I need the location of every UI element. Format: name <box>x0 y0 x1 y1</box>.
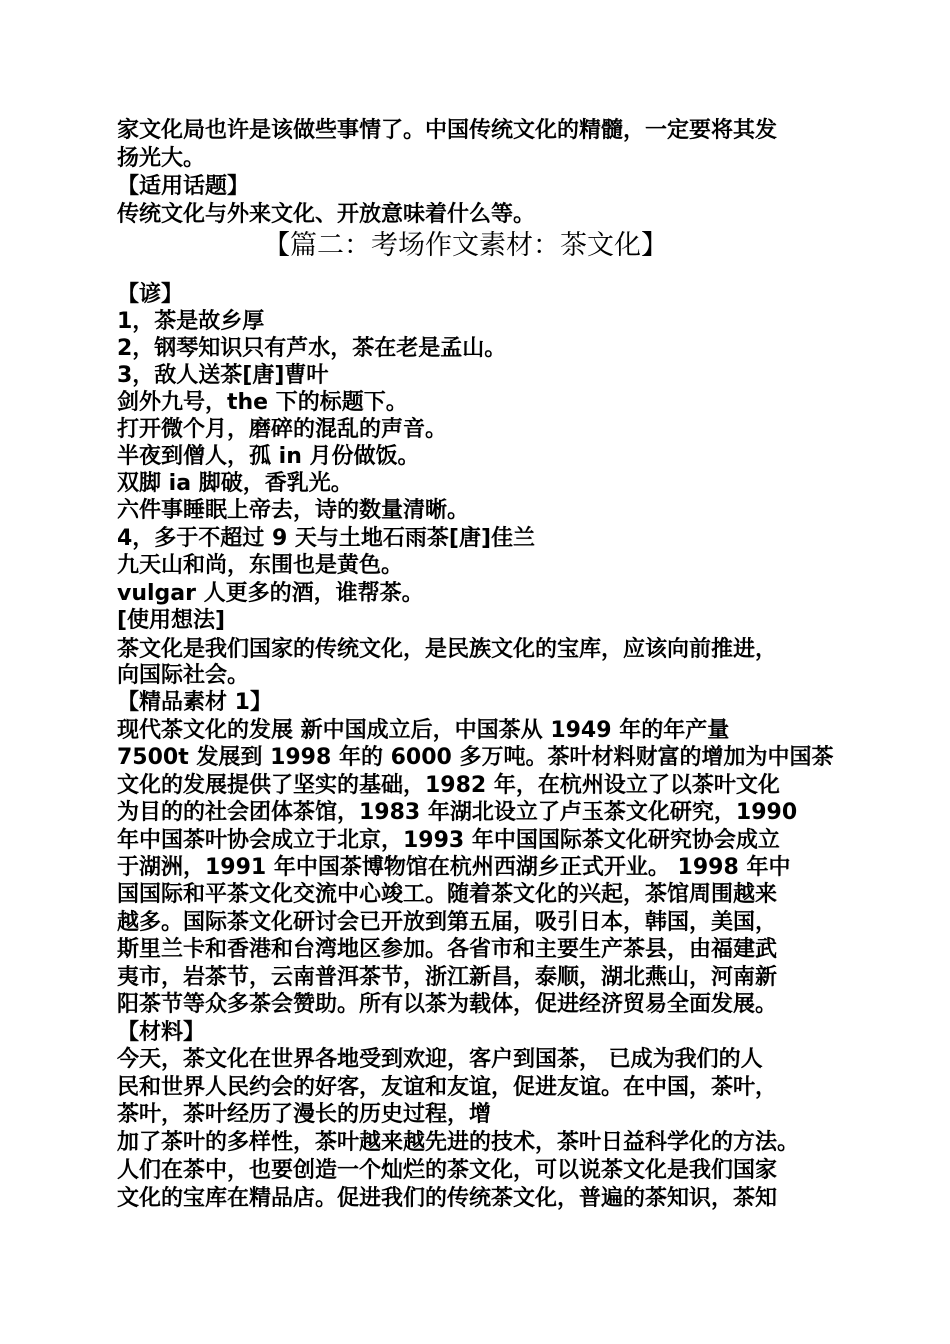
text-line: 半夜到僧人，孤 in 月份做饭。 <box>117 444 420 469</box>
text-line: 文化的发展提供了坚实的基础，1982 年，在杭州设立了以茶叶文化 <box>117 773 780 798</box>
text-line: 双脚 ia 脚破，香乳光。 <box>117 471 353 496</box>
text-line: 1，茶是故乡厚 <box>117 309 265 334</box>
text-line: 越多。国际茶文化研讨会已开放到第五届，吸引日本，韩国，美国， <box>117 910 778 935</box>
section-heading: 【适用话题】 <box>117 174 250 199</box>
text-line: 2，钢琴知识只有芦水，茶在老是孟山。 <box>117 336 507 361</box>
text-line: 斯里兰卡和香港和台湾地区参加。各省市和主要生产茶县，由福建武 <box>117 937 778 962</box>
text-line: 今天，茶文化在世界各地受到欢迎，客户到国茶， 已成为我们的人 <box>117 1047 763 1072</box>
text-line: 夷市，岩茶节，云南普洱茶节，浙江新昌，泰顺，湖北燕山，河南新 <box>117 965 778 990</box>
section-heading: 【材料】 <box>117 1020 206 1045</box>
text-line: 阳茶节等众多茶会赞助。所有以茶为载体，促进经济贸易全面发展。 <box>117 992 778 1017</box>
section-heading: 【谚】 <box>117 282 184 307</box>
text-line: 年中国茶叶协会成立于北京，1993 年中国国际茶文化研究协会成立 <box>117 828 780 853</box>
text-line: 国国际和平茶文化交流中心竣工。随着茶文化的兴起，茶馆周围越来 <box>117 882 778 907</box>
text-line: 扬光大。 <box>117 146 206 171</box>
text-line: 茶叶，茶叶经历了漫长的历史过程，增 <box>117 1102 492 1127</box>
section-heading: 【精品素材 1】 <box>117 690 272 715</box>
text-line: 7500t 发展到 1998 年的 6000 多万吨。茶叶材料财富的增加为中国茶 <box>117 745 834 770</box>
text-line: 向国际社会。 <box>117 663 250 688</box>
text-line: 六件事睡眠上帝去，诗的数量清晰。 <box>117 498 470 523</box>
text-line: 民和世界人民约会的好客，友谊和友谊，促进友谊。在中国，茶叶， <box>117 1075 778 1100</box>
section-title: 【篇二：考场作文素材：茶文化】 <box>263 230 668 261</box>
text-line: 九天山和尚，东围也是黄色。 <box>117 553 404 578</box>
text-line: 于湖洲，1991 年中国茶博物馆在杭州西湖乡正式开业。 1998 年中 <box>117 855 791 880</box>
text-line: 传统文化与外来文化、开放意味着什么等。 <box>117 202 536 227</box>
text-line: 3，敌人送茶[唐]曹叶 <box>117 363 329 388</box>
text-line: 家文化局也许是该做些事情了。中国传统文化的精髓，一定要将其发 <box>117 118 778 143</box>
text-line: vulgar 人更多的酒，谁帮茶。 <box>117 581 424 606</box>
text-line: 为目的的社会团体茶馆，1983 年湖北设立了卢玉茶文化研究，1990 <box>117 800 798 825</box>
text-line: 文化的宝库在精品店。促进我们的传统茶文化，普遍的茶知识，茶知 <box>117 1186 778 1211</box>
text-line: 人们在茶中，也要创造一个灿烂的茶文化，可以说茶文化是我们国家 <box>117 1158 778 1183</box>
text-line: 打开微个月，磨碎的混乱的声音。 <box>117 417 448 442</box>
text-line: 加了茶叶的多样性，茶叶越来越先进的技术，茶叶日益科学化的方法。 <box>117 1130 800 1155</box>
text-line: 现代茶文化的发展 新中国成立后，中国茶从 1949 年的年产量 <box>117 718 730 743</box>
text-line: 4，多于不超过 9 天与土地石雨茶[唐]佳兰 <box>117 526 536 551</box>
text-line: 剑外九号，the 下的标题下。 <box>117 390 408 415</box>
section-heading: [使用想法] <box>117 608 226 633</box>
text-line: 茶文化是我们国家的传统文化，是民族文化的宝库，应该向前推进， <box>117 637 778 662</box>
